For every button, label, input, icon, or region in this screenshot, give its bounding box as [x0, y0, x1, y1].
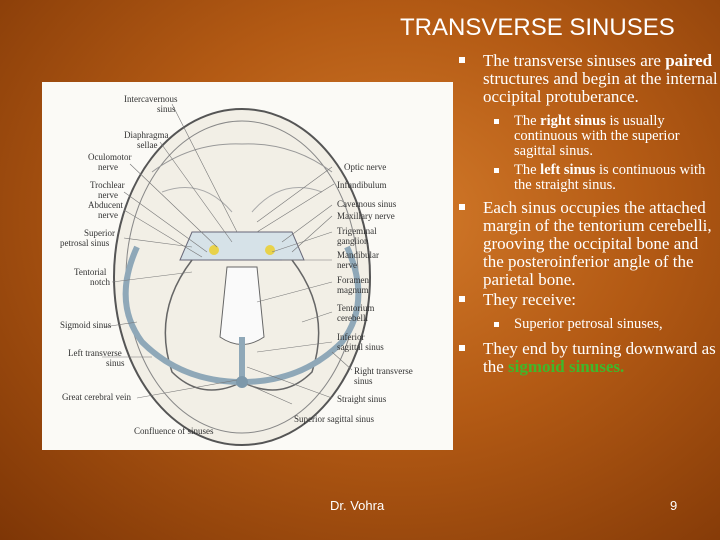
- bullet-marker: [494, 322, 499, 327]
- label-superior-sagittal: Superior sagittal sinus: [294, 414, 374, 424]
- label-sigmoid: Sigmoid sinus: [60, 320, 112, 330]
- label-inferior-sagittal: Inferior sagittal sinus: [337, 332, 384, 352]
- subbullet-superior-petrosal: Superior petrosal sinuses,: [456, 317, 718, 332]
- subbullet-left-sinus: The left sinus is continuous with the straight sinus.: [456, 163, 718, 193]
- skull-base-diagram: [42, 82, 453, 450]
- label-maxillary: Maxillary nerve: [337, 211, 395, 221]
- bullet-paired: The transverse sinuses are paired structures and begin at the internal occipital protuberance.: [456, 52, 718, 106]
- label-intercavernous: Intercavernous sinus: [124, 94, 178, 114]
- bullet-marker: [459, 296, 465, 302]
- label-infundibulum: Infundibulum: [337, 180, 387, 190]
- label-tentorial-notch: Tentorial notch: [74, 267, 110, 287]
- foramen-magnum: [220, 267, 264, 345]
- bullet-marker: [494, 168, 499, 173]
- label-trochlear: Trochlear nerve: [90, 180, 125, 200]
- bullet-marker: [459, 204, 465, 210]
- label-cavernous: Cavernous sinus: [337, 199, 397, 209]
- label-diaphragma: Diaphragma sellae: [124, 130, 169, 150]
- diagram-drawing: [42, 82, 453, 450]
- bullet-marker: [459, 345, 465, 351]
- label-oculomotor: Oculomotor nerve: [88, 152, 132, 172]
- label-trigeminal: Trigeminal ganglion: [337, 226, 377, 246]
- label-mandibular: Mandibular nerve: [337, 250, 379, 270]
- bullet-list: [456, 52, 718, 376]
- label-tentorium: Tentorium cerebelli: [337, 303, 375, 323]
- page-number: 9: [670, 498, 678, 513]
- footer-author: Dr. Vohra: [330, 498, 385, 513]
- ganglion-right: [265, 245, 275, 255]
- bullet-attached-margin: Each sinus occupies the attached margin of the tentorium cerebelli, grooving the occipital bone and the posteroinferior angle of the parietal bone.: [456, 199, 718, 289]
- label-great-cerebral: Great cerebral vein: [62, 392, 131, 402]
- subbullet-right-sinus: The right sinus is usually continuous with the superior sagittal sinus.: [456, 114, 718, 159]
- label-optic: Optic nerve: [344, 162, 387, 172]
- bullet-marker: [459, 57, 465, 63]
- slide-title: TRANSVERSE SINUSES: [400, 14, 675, 41]
- label-confluence: Confluence of sinuses: [134, 426, 214, 436]
- ganglion-left: [209, 245, 219, 255]
- bullet-receive: They receive:: [456, 291, 718, 309]
- bullet-marker: [494, 119, 499, 124]
- label-straight: Straight sinus: [337, 394, 387, 404]
- bullet-end-sigmoid: They end by turning downward as the sigmoid sinuses.: [456, 340, 718, 376]
- label-foramen-magnum: Foramen magnum: [337, 275, 369, 295]
- label-left-transverse: Left transverse sinus: [68, 348, 125, 368]
- confluence-node: [236, 376, 248, 388]
- label-superior-petrosal: Superior petrosal sinus: [60, 228, 115, 248]
- label-right-transverse: Right transverse sinus: [354, 366, 413, 386]
- label-abducent: Abducent nerve: [88, 200, 123, 220]
